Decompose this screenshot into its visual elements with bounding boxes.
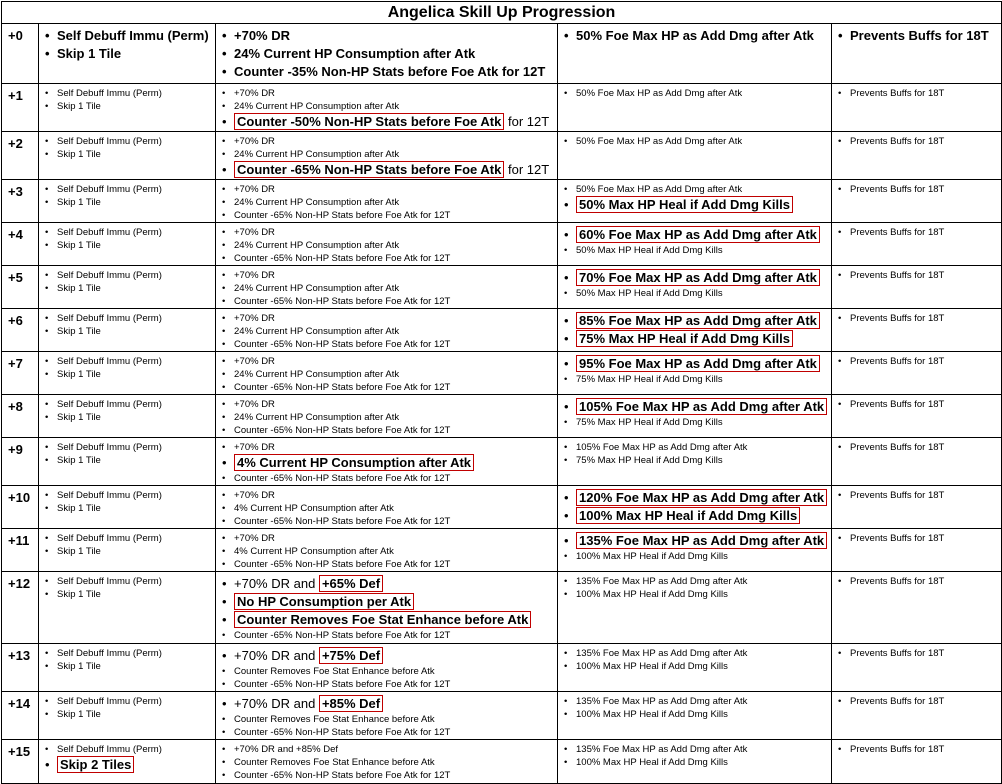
list-item: • 24% Current HP Consumption after Atk [222,148,557,161]
list-item: • Skip 1 Tile [45,708,215,721]
list-item: • +70% DR [222,312,557,325]
dr-text: +70% DR and [234,648,316,663]
list-item [564,532,831,550]
list-item [564,226,831,244]
list-item: • 24% Current HP Consumption after Atk [222,100,557,113]
level-label: +11 [2,529,39,572]
level-label: +14 [2,692,39,740]
list-item: • Skip 1 Tile [45,411,215,424]
list-item [222,611,557,629]
list-item: • Self Debuff Immu (Perm) [45,269,215,282]
level-label: +9 [2,438,39,486]
level-row [2,352,1002,395]
list-item: • +70% DR [222,226,557,239]
list-item: • 24% Current HP Consumption after Atk [222,325,557,338]
level-label: +4 [2,223,39,266]
list-item [222,575,557,593]
highlight-box: 4% Current HP Consumption after Atk [234,454,474,471]
highlight-box: +75% Def [319,647,383,664]
list-item: • 100% Max HP Heal if Add Dmg Kills [564,708,831,721]
list-item: • 24% Current HP Consumption after Atk [222,411,557,424]
list-item: • +70% DR and +85% Def [222,743,557,756]
list-item: • 50% Foe Max HP as Add Dmg after Atk [564,87,831,100]
level-label: +1 [2,84,39,132]
highlight-box: +65% Def [319,575,383,592]
level-label: +2 [2,132,39,180]
list-item: • 75% Max HP Heal if Add Dmg Kills [564,416,831,429]
level-label: +13 [2,644,39,692]
list-item [564,269,831,287]
list-item: • Counter -65% Non-HP Stats before Foe Atk for 12T [222,515,557,528]
list-item: • +70% DR [222,398,557,411]
list-item: • Prevents Buffs for 18T [838,575,1001,588]
level-row [2,309,1002,352]
list-item: • Prevents Buffs for 18T [838,135,1001,148]
list-item: • Skip 1 Tile [45,282,215,295]
list-item: • Skip 1 Tile [45,502,215,515]
list-item: • 24% Current HP Consumption after Atk [222,239,557,252]
list-item: • Skip 1 Tile [45,100,215,113]
list-item: • 105% Foe Max HP as Add Dmg after Atk [564,441,831,454]
list-item: • Counter -65% Non-HP Stats before Foe Atk for 12T [222,678,557,691]
list-item: • 75% Max HP Heal if Add Dmg Kills [564,373,831,386]
list-item: • Counter -65% Non-HP Stats before Foe Atk for 12T [222,252,557,265]
list-item: • 50% Foe Max HP as Add Dmg after Atk [564,183,831,196]
list-item [222,454,557,472]
list-item: • +70% DR [222,441,557,454]
list-item: • Self Debuff Immu (Perm) [45,27,215,45]
list-item: • +70% DR [222,27,557,45]
list-item: • +70% DR [222,532,557,545]
title-row [2,2,1002,24]
list-item [564,330,831,348]
list-item: • 100% Max HP Heal if Add Dmg Kills [564,756,831,769]
highlight-box: 85% Foe Max HP as Add Dmg after Atk [576,312,820,329]
level-row [2,644,1002,692]
list-item: • +70% DR [222,269,557,282]
level-row [2,572,1002,644]
list-item [564,196,831,214]
highlight-box: Skip 2 Tiles [57,756,134,773]
list-item: • 24% Current HP Consumption after Atk [222,368,557,381]
list-item: • Self Debuff Immu (Perm) [45,398,215,411]
list-item: • Prevents Buffs for 18T [838,226,1001,239]
level-row [2,24,1002,84]
list-item: • 135% Foe Max HP as Add Dmg after Atk [564,743,831,756]
highlight-box: 120% Foe Max HP as Add Dmg after Atk [576,489,827,506]
list-item: • 75% Max HP Heal if Add Dmg Kills [564,454,831,467]
list-item: • Counter -65% Non-HP Stats before Foe Atk for 12T [222,295,557,308]
list-item [222,161,557,179]
list-item: • Self Debuff Immu (Perm) [45,87,215,100]
list-item: • +70% DR [222,355,557,368]
list-item: • +70% DR [222,489,557,502]
list-item: • Self Debuff Immu (Perm) [45,489,215,502]
list-item: • Prevents Buffs for 18T [838,355,1001,368]
list-item [564,507,831,525]
highlight-box: 60% Foe Max HP as Add Dmg after Atk [576,226,820,243]
list-item: • 50% Foe Max HP as Add Dmg after Atk [564,27,831,45]
highlight-box: Counter -50% Non-HP Stats before Foe Atk [234,113,504,130]
list-item: • 50% Max HP Heal if Add Dmg Kills [564,244,831,257]
list-item: • Prevents Buffs for 18T [838,743,1001,756]
list-item: • Prevents Buffs for 18T [838,269,1001,282]
level-row [2,438,1002,486]
list-item: • 4% Current HP Consumption after Atk [222,502,557,515]
list-item: • Prevents Buffs for 18T [838,312,1001,325]
dr-text: +70% DR and [234,576,316,591]
level-row [2,692,1002,740]
highlight-box: +85% Def [319,695,383,712]
list-item: • Counter -65% Non-HP Stats before Foe Atk for 12T [222,472,557,485]
list-item: • Counter -65% Non-HP Stats before Foe Atk for 12T [222,424,557,437]
list-item: • Skip 1 Tile [45,454,215,467]
highlight-box: No HP Consumption per Atk [234,593,414,610]
level-label: +0 [2,24,39,84]
level-row [2,266,1002,309]
list-item: • Counter -65% Non-HP Stats before Foe Atk for 12T [222,769,557,782]
list-item: • Prevents Buffs for 18T [838,489,1001,502]
list-item: • Self Debuff Immu (Perm) [45,441,215,454]
level-label: +5 [2,266,39,309]
list-item [222,593,557,611]
list-item: • +70% DR [222,183,557,196]
list-item: • 135% Foe Max HP as Add Dmg after Atk [564,695,831,708]
list-item: • Prevents Buffs for 18T [838,647,1001,660]
level-row [2,84,1002,132]
list-item: • Counter -65% Non-HP Stats before Foe Atk for 12T [222,558,557,571]
dr-text: +70% DR and [234,696,316,711]
list-item: • 24% Current HP Consumption after Atk [222,282,557,295]
highlight-box: Counter -65% Non-HP Stats before Foe Atk [234,161,504,178]
list-item: • Skip 1 Tile [45,368,215,381]
list-item: • Skip 1 Tile [45,196,215,209]
level-row [2,740,1002,784]
list-item [222,113,557,131]
list-item: • Self Debuff Immu (Perm) [45,695,215,708]
highlight-box: 135% Foe Max HP as Add Dmg after Atk [576,532,827,549]
list-item: • Counter -65% Non-HP Stats before Foe Atk for 12T [222,629,557,642]
list-item: • Skip 1 Tile [45,545,215,558]
highlight-box: 105% Foe Max HP as Add Dmg after Atk [576,398,827,415]
list-item: • Self Debuff Immu (Perm) [45,135,215,148]
highlight-box: 75% Max HP Heal if Add Dmg Kills [576,330,793,347]
progression-table [1,1,1002,784]
list-item: • Skip 1 Tile [45,148,215,161]
list-item: • Prevents Buffs for 18T [838,183,1001,196]
table-title: Angelica Skill Up Progression [2,2,1002,24]
list-item: • Counter Removes Foe Stat Enhance before Atk [222,713,557,726]
list-item [564,489,831,507]
level-row [2,132,1002,180]
list-item: • Counter -65% Non-HP Stats before Foe Atk for 12T [222,381,557,394]
list-item: • Self Debuff Immu (Perm) [45,355,215,368]
list-item: • Prevents Buffs for 18T [838,398,1001,411]
list-item: • +70% DR [222,87,557,100]
level-label: +10 [2,486,39,529]
level-label: +12 [2,572,39,644]
level-row [2,486,1002,529]
list-item [45,756,215,774]
level-label: +7 [2,352,39,395]
list-item [564,312,831,330]
list-item: • Skip 1 Tile [45,239,215,252]
highlight-box: 50% Max HP Heal if Add Dmg Kills [576,196,793,213]
highlight-box: 70% Foe Max HP as Add Dmg after Atk [576,269,820,286]
list-item: • 135% Foe Max HP as Add Dmg after Atk [564,647,831,660]
list-item [222,695,557,713]
list-item: • Self Debuff Immu (Perm) [45,647,215,660]
duration-text: for 12T [508,114,550,129]
list-item: • 4% Current HP Consumption after Atk [222,545,557,558]
level-row [2,223,1002,266]
highlight-box: 100% Max HP Heal if Add Dmg Kills [576,507,800,524]
list-item: • Counter -65% Non-HP Stats before Foe Atk for 12T [222,209,557,222]
level-label: +6 [2,309,39,352]
list-item: • Prevents Buffs for 18T [838,27,1001,45]
highlight-box: 95% Foe Max HP as Add Dmg after Atk [576,355,820,372]
list-item: • Self Debuff Immu (Perm) [45,226,215,239]
level-label: +3 [2,180,39,223]
heal-text: 100% Max HP Heal if Add Dmg Kills [576,661,728,672]
list-item [222,647,557,665]
list-item: • 24% Current HP Consumption after Atk [222,196,557,209]
list-item [564,355,831,373]
list-item: • Prevents Buffs for 18T [838,532,1001,545]
list-item: • Skip 1 Tile [45,588,215,601]
list-item [564,660,831,673]
list-item: • Counter -65% Non-HP Stats before Foe Atk for 12T [222,338,557,351]
list-item: • 135% Foe Max HP as Add Dmg after Atk [564,575,831,588]
list-item: • Self Debuff Immu (Perm) [45,312,215,325]
list-item: • 50% Max HP Heal if Add Dmg Kills [564,287,831,300]
level-label: +15 [2,740,39,784]
list-item: • Self Debuff Immu (Perm) [45,743,215,756]
list-item: • Self Debuff Immu (Perm) [45,575,215,588]
list-item: • Self Debuff Immu (Perm) [45,532,215,545]
list-item: • +70% DR [222,135,557,148]
list-item: • Counter -35% Non-HP Stats before Foe Atk for 12T [222,63,557,81]
list-item: • Skip 1 Tile [45,660,215,673]
highlight-box: Counter Removes Foe Stat Enhance before Atk [234,611,531,628]
list-item: • 100% Max HP Heal if Add Dmg Kills [564,550,831,563]
list-item: • 100% Max HP Heal if Add Dmg Kills [564,588,831,601]
list-item: • Self Debuff Immu (Perm) [45,183,215,196]
list-item: • 24% Current HP Consumption after Atk [222,45,557,63]
list-item: • Counter Removes Foe Stat Enhance before Atk [222,665,557,678]
list-item: • Prevents Buffs for 18T [838,441,1001,454]
level-row [2,395,1002,438]
level-row [2,180,1002,223]
list-item: • Skip 1 Tile [45,325,215,338]
list-item: • Skip 1 Tile [45,45,215,63]
duration-text: for 12T [508,162,550,177]
list-item: • 50% Foe Max HP as Add Dmg after Atk [564,135,831,148]
list-item: • Prevents Buffs for 18T [838,695,1001,708]
level-row [2,529,1002,572]
list-item: • Counter Removes Foe Stat Enhance before Atk [222,756,557,769]
list-item [564,398,831,416]
list-item: • Counter -65% Non-HP Stats before Foe Atk for 12T [222,726,557,739]
list-item: • Prevents Buffs for 18T [838,87,1001,100]
level-label: +8 [2,395,39,438]
